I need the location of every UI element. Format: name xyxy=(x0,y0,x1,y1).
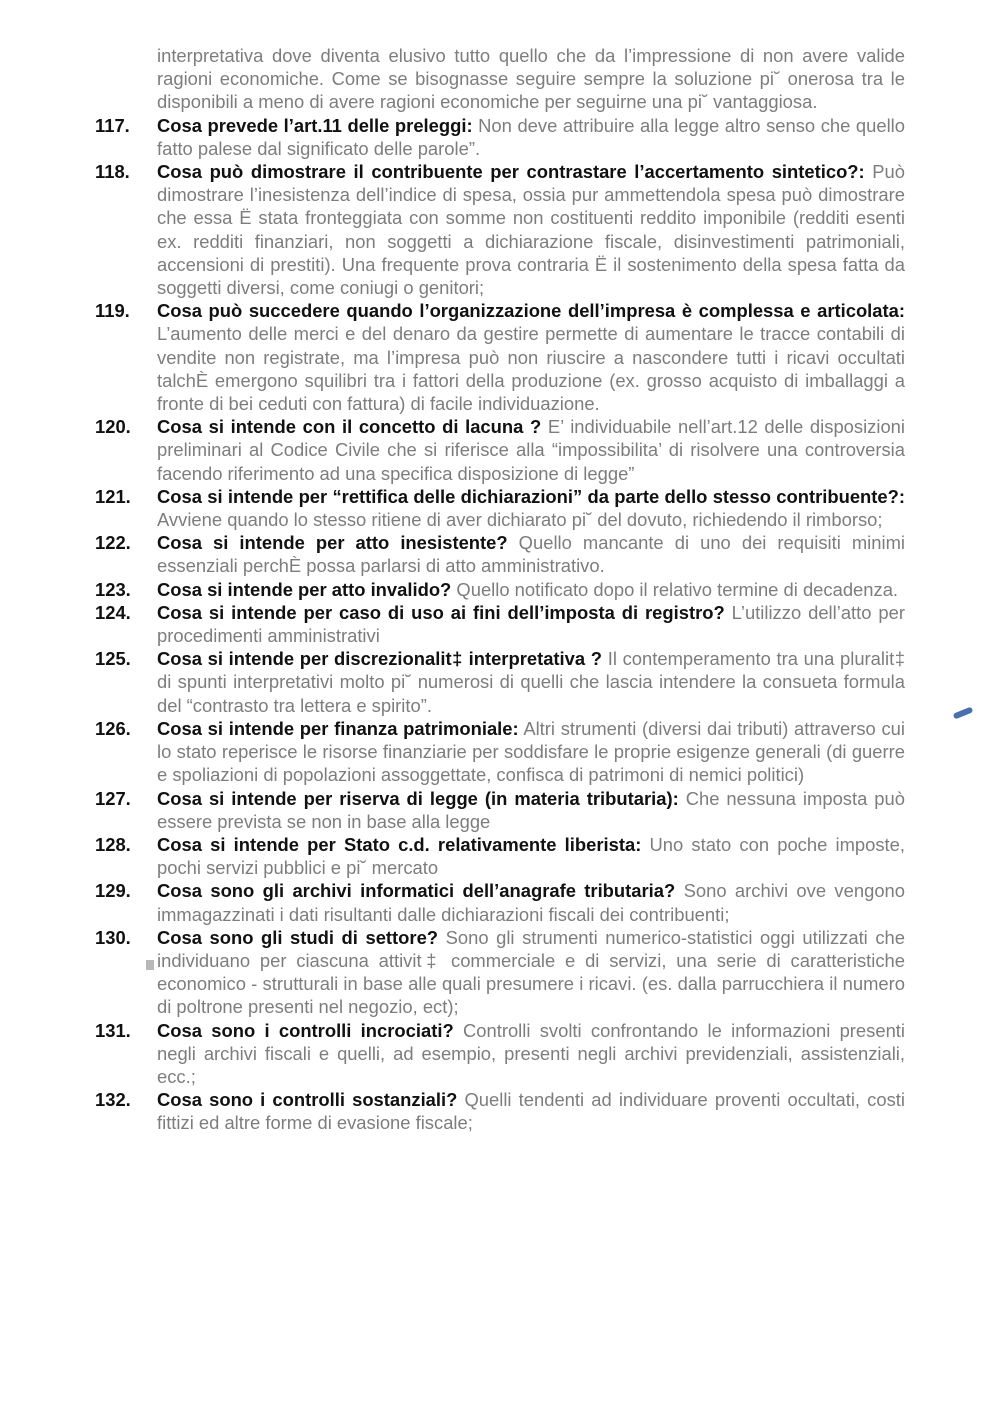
question-number: 123. xyxy=(95,578,131,600)
answer-text: Quello mancante di uno dei requisiti minimi essenziali perchÈ possa parlarsi di atto amministrativo. xyxy=(157,532,905,577)
answer-text: Controlli svolti confrontando le informazioni presenti negli archivi fiscali e quelli, ad esempio, presenti negli archivi previdenziali, assistenziali, ecc.; xyxy=(157,1019,905,1087)
question-text: Cosa si intende con il concetto di lacuna ? xyxy=(157,416,542,438)
answer-text: Sono gli strumenti numerico-statistici oggi utilizzati che individuano per ciascuna attivit‡ commerciale e di servizi, una serie di caratteristiche economico - strutturali in base alle quali presumere i ricavi. (es. dalla parrucchiera il numero di poltrone presenti nel negozio, ect); xyxy=(157,926,905,1018)
question-number: 118. xyxy=(95,161,130,183)
question-item xyxy=(95,787,905,833)
question-text: Cosa si intende per finanza patrimoniale: xyxy=(157,717,519,739)
question-text: Cosa sono gli studi di settore? xyxy=(157,926,439,948)
question-item xyxy=(95,601,905,647)
question-item xyxy=(95,647,905,717)
question-text: Cosa si intende per Stato c.d. relativamente liberista: xyxy=(157,833,642,855)
question-number: 125. xyxy=(95,648,131,670)
question-number: 129. xyxy=(95,880,131,902)
question-text: Cosa si intende per atto inesistente? xyxy=(157,532,508,554)
question-number: 122. xyxy=(95,532,131,554)
question-number: 128. xyxy=(95,833,131,855)
question-number: 119. xyxy=(95,300,130,322)
question-item xyxy=(95,926,905,1019)
question-text: Cosa si intende per caso di uso ai fini dell’imposta di registro? xyxy=(157,601,725,623)
question-number: 126. xyxy=(95,717,131,739)
question-item xyxy=(95,833,905,879)
answer-text: Quelli tendenti ad individuare proventi occultati, costi fittizi ed altre forme di evasione fiscale; xyxy=(157,1089,905,1134)
answer-text: Avviene quando lo stesso ritiene di aver dichiarato pi˘ del dovuto, richiedendo il rimborso; xyxy=(157,509,883,531)
question-text: Cosa si intende per atto invalido? xyxy=(157,578,452,600)
highlight-mark xyxy=(146,960,154,970)
question-item xyxy=(95,114,905,160)
question-item xyxy=(95,717,905,787)
answer-text: Altri strumenti (diversi dai tributi) attraverso cui lo stato reperisce le risorse finanziarie per soddisfare le proprie esigenze generali (di guerre e spoliazioni di popolazioni assoggettate, confisca di patrimoni di nemici politici) xyxy=(157,717,905,786)
question-item xyxy=(95,160,905,299)
answer-text: Che nessuna imposta può essere prevista se non in base alla legge xyxy=(157,787,905,832)
question-item xyxy=(95,1088,905,1134)
document-page xyxy=(0,44,1000,1135)
question-item xyxy=(95,879,905,925)
answer-text: L’utilizzo dell’atto per procedimenti amministrativi xyxy=(157,601,905,647)
question-number: 124. xyxy=(95,601,131,623)
question-item xyxy=(95,531,905,577)
question-text: Cosa si intende per riserva di legge (in materia tributaria): xyxy=(157,787,679,809)
question-number: 121. xyxy=(95,485,131,507)
question-number: 132. xyxy=(95,1089,131,1111)
question-text: Cosa si intende per “rettifica delle dichiarazioni” da parte dello stesso contribuente?: xyxy=(157,485,905,507)
question-number: 131. xyxy=(95,1019,131,1041)
answer-text: Può dimostrare l’inesistenza dell’indice di spesa, ossia pur ammettendola spesa può dimostrare che essa Ë stata fronteggiata con somme non costituenti reddito imponibile (redditi esenti ex. redditi finanziari, non soggetti a dichiarazione fiscale, disinvestimenti patrimoniali, accensioni di prestiti). Una frequente prova contraria Ë il sostenimento della spesa fatta da soggetti diversi, come coniugi o genitori; xyxy=(157,161,905,299)
question-item xyxy=(95,415,905,485)
answer-text: Sono archivi ove vengono immagazzinati i dati risultanti dalle dichiarazioni fiscali dei contribuenti; xyxy=(157,880,905,925)
question-number: 130. xyxy=(95,926,131,948)
answer-text: Non deve attribuire alla legge altro senso che quello fatto palese dal significato delle parole”. xyxy=(157,114,905,159)
answer-text: Uno stato con poche imposte, pochi servizi pubblici e pi˘ mercato xyxy=(157,833,905,879)
question-text: Cosa sono i controlli incrociati? xyxy=(157,1019,454,1041)
answer-text: Il contemperamento tra una pluralit‡ di spunti interpretativi molto pi˘ numerosi di quelli che lascia intendere la consueta formula del “contrasto tra lettera e spirito”. xyxy=(157,648,905,716)
question-item xyxy=(95,485,905,531)
answer-text: E’ individuabile nell’art.12 delle disposizioni preliminari al Codice Civile che si riferisce alla “impossibilita’ di risolvere una controversia facendo riferimento ad una specifica disposizione di legge” xyxy=(157,416,905,484)
question-number: 120. xyxy=(95,416,131,438)
question-number: 117. xyxy=(95,114,130,136)
question-list xyxy=(0,114,1000,1135)
answer-text: L’aumento delle merci e del denaro da gestire permette di aumentare le tracce contabili di vendite non registrate, ma l’impresa può non riuscire a nascondere tutti i ricavi occultati talchÈ emergono squilibri tra i fattori della produzione (ex. grosso acquisto di imballaggi a fronte di bei ceduti con fattura) di facile individuazione. xyxy=(157,323,905,415)
question-number: 127. xyxy=(95,787,131,809)
question-item xyxy=(95,578,905,601)
question-text: Cosa prevede l’art.11 delle preleggi: xyxy=(157,114,473,136)
answer-text: Quello notificato dopo il relativo termine di decadenza. xyxy=(451,578,899,600)
question-text: Cosa può succedere quando l’organizzazione dell’impresa è complessa e articolata: xyxy=(157,300,905,322)
question-item xyxy=(95,299,905,415)
question-text: Cosa sono gli archivi informatici dell’anagrafe tributaria? xyxy=(157,880,676,902)
question-text: Cosa può dimostrare il contribuente per contrastare l’accertamento sintetico?: xyxy=(157,161,865,183)
question-text: Cosa si intende per discrezionalit‡ interpretativa ? xyxy=(157,648,603,670)
question-text: Cosa sono i controlli sostanziali? xyxy=(157,1089,458,1111)
question-item xyxy=(95,1019,905,1089)
intro-paragraph: interpretativa dove diventa elusivo tutto quello che da l’impressione di non avere valide ragioni economiche. Come se bisognasse seguire sempre la soluzione pi˘ onerosa tra le disponibili a meno di avere ragioni economiche per seguirne una pi˘ vantaggiosa. xyxy=(157,45,905,113)
